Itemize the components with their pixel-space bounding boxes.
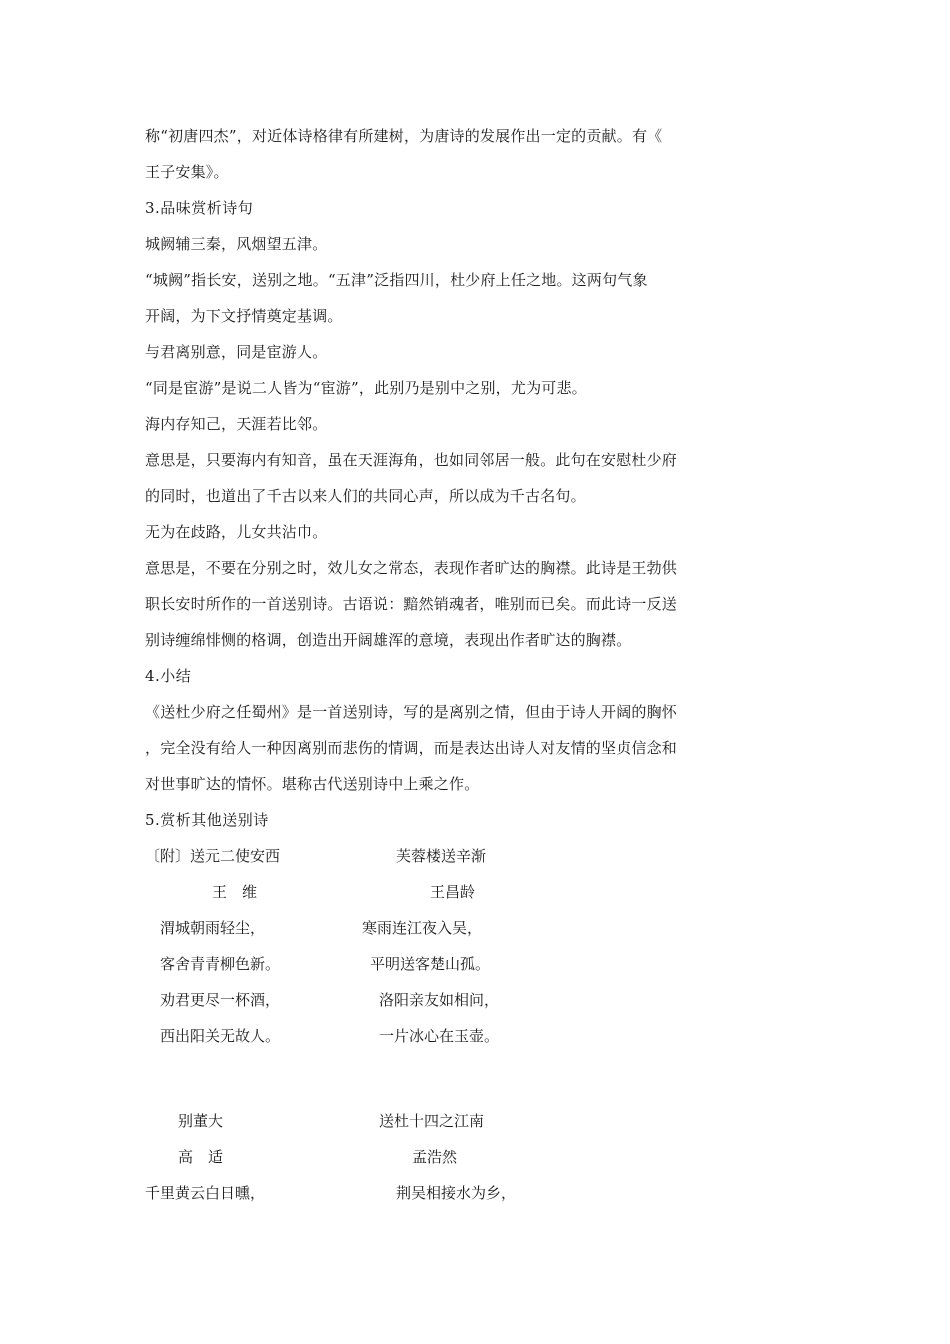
poem-line: 渭城朝雨轻尘， <box>160 919 266 937</box>
poem-author: 王昌龄 <box>430 883 476 901</box>
poem-line: 平明送客楚山孤。 <box>370 955 491 973</box>
intro-line-2: 王子安集》。 <box>145 163 229 181</box>
section-4-heading: 4.小结 <box>145 667 192 685</box>
poem-author: 高 适 <box>178 1148 224 1166</box>
poem-title: 送杜十四之江南 <box>379 1112 485 1130</box>
commentary-line: 开阔，为下文抒情奠定基调。 <box>145 307 343 325</box>
poem-line: 客舍青青柳色新。 <box>160 955 281 973</box>
commentary-line: 职长安时所作的一首送别诗。古语说：黯然销魂者，唯别而已矣。而此诗一反送 <box>145 595 678 613</box>
commentary-line: “城阙”指长安，送别之地。“五津”泛指四川，杜少府上任之地。这两句气象 <box>145 271 648 289</box>
poem-line: 劝君更尽一杯酒， <box>160 991 281 1009</box>
poem-line: 千里黄云白日曛， <box>145 1184 266 1202</box>
section-5-heading: 5.赏析其他送别诗 <box>145 811 269 829</box>
poem-title: 别董大 <box>178 1112 224 1130</box>
poem-title: 芙蓉楼送辛渐 <box>396 847 487 865</box>
summary-line: 《送杜少府之任蜀州》是一首送别诗，写的是离别之情，但由于诗人开阔的胸怀 <box>145 703 678 721</box>
poem-line: 洛阳亲友如相问， <box>379 991 500 1009</box>
section-3-heading: 3.品味赏析诗句 <box>145 199 254 217</box>
poem-title: 〔附〕送元二使安西 <box>145 847 281 865</box>
verse-line: 海内存知己，天涯若比邻。 <box>145 415 328 433</box>
intro-line-1: 称“初唐四杰”，对近体诗格律有所建树，为唐诗的发展作出一定的贡献。有《 <box>145 127 663 145</box>
verse-line: 无为在歧路，儿女共沾巾。 <box>145 523 328 541</box>
poem-line: 一片冰心在玉壶。 <box>379 1027 500 1045</box>
poem-author: 王 维 <box>212 883 258 901</box>
commentary-line: 的同时，也道出了千古以来人们的共同心声，所以成为千古名句。 <box>145 487 586 505</box>
commentary-line: 意思是，不要在分别之时，效儿女之常态，表现作者旷达的胸襟。此诗是王勃供 <box>145 559 678 577</box>
poem-author: 孟浩然 <box>412 1148 458 1166</box>
poem-line: 寒雨连江夜入吴， <box>362 919 483 937</box>
commentary-line: 意思是，只要海内有知音，虽在天涯海角，也如同邻居一般。此句在安慰杜少府 <box>145 451 678 469</box>
poem-line: 西出阳关无故人。 <box>160 1027 281 1045</box>
verse-line: 城阙辅三秦，风烟望五津。 <box>145 235 328 253</box>
commentary-line: 别诗缠绵悱恻的格调，创造出开阔雄浑的意境，表现出作者旷达的胸襟。 <box>145 631 632 649</box>
poem-line: 荆吴相接水为乡， <box>396 1184 517 1202</box>
verse-line: 与君离别意，同是宦游人。 <box>145 343 328 361</box>
commentary-line: “同是宦游”是说二人皆为“宦游”，此别乃是别中之别，尤为可悲。 <box>145 379 587 397</box>
summary-line: ，完全没有给人一种因离别而悲伤的情调，而是表达出诗人对友情的坚贞信念和 <box>145 739 678 757</box>
summary-line: 对世事旷达的情怀。堪称古代送别诗中上乘之作。 <box>145 775 480 793</box>
